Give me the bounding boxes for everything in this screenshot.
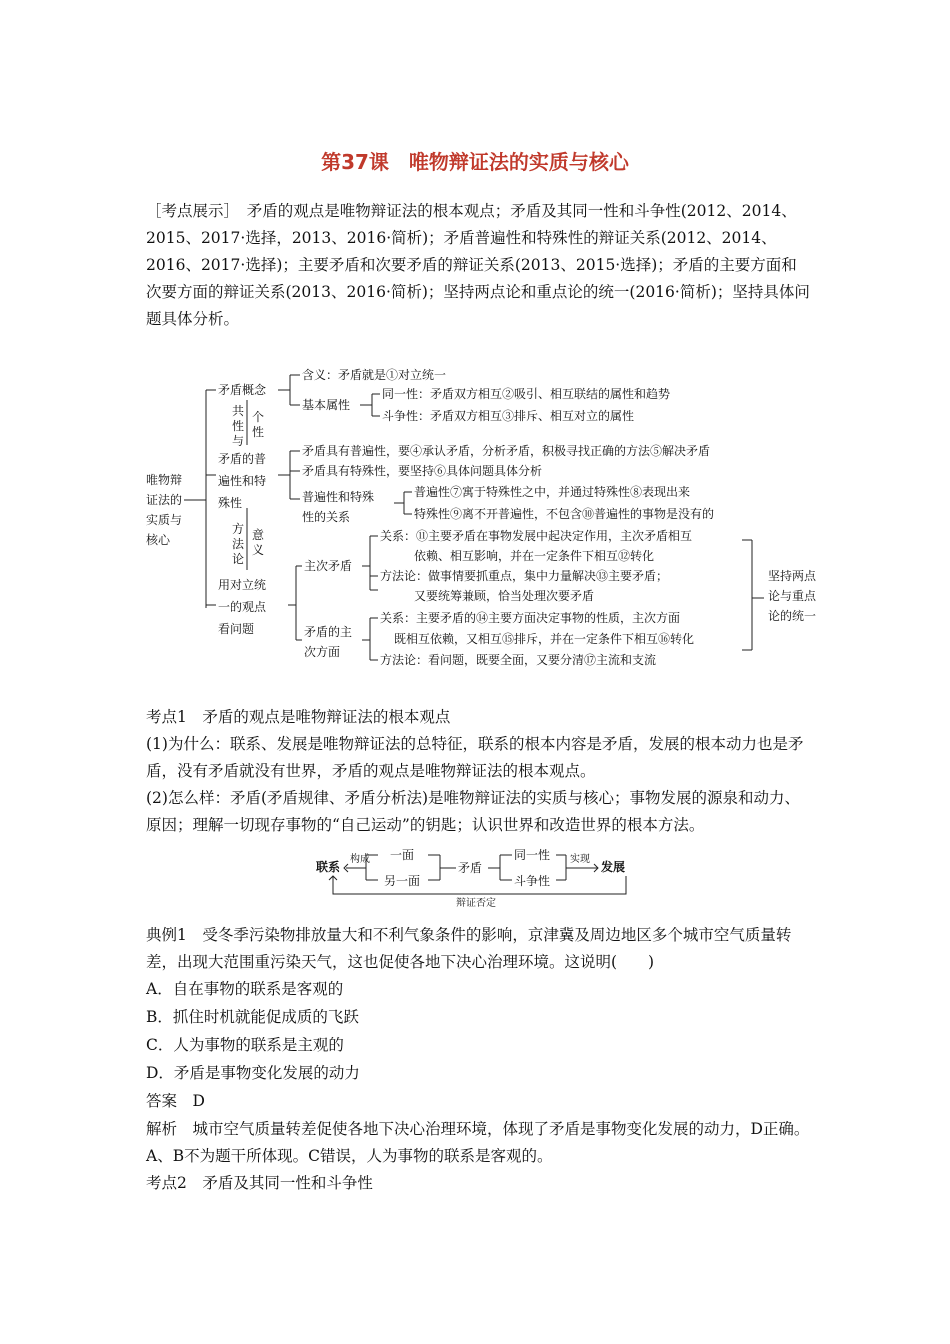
map-relation-1: 普遍性⑦寓于特殊性之中，并通过特殊性⑧表现出来 <box>414 485 691 499</box>
flow-other-side: 另一面 <box>384 874 421 888</box>
answer: 答案 D <box>146 1092 205 1110</box>
map-ms-3: 方法论：做事情要抓重点，集中力量解决⑬主要矛盾； <box>380 569 669 583</box>
map-asp-1: 关系：主要矛盾的⑭主要方面决定事物的性质，主次方面 <box>380 611 681 625</box>
map-ms-2: 依赖、相互影响，并在一定条件下相互⑫转化 <box>414 549 655 563</box>
map-significance: 意 义 <box>252 528 265 557</box>
exam-focus: ［考点展示］ 矛盾的观点是唯物辩证法的根本观点；矛盾及其同一性和斗争性(2012、2014、2015、2017·选择，2013、2016·简析)；矛盾普遍性和特殊性的辩证关系(2012、2014、2016、2017·选择)；主要矛盾和次要矛盾的辩证关系(2013、2015·选择)；矛盾的主要方面和次要方面的辩证关系(2013、2016·简析)；坚持两点论和重点论的统一(2016·简析)；坚持具体问题具体分析。 <box>146 202 810 328</box>
map-asp-3: 方法论：看问题，既要全面，又要分清⑰主流和支流 <box>380 653 657 667</box>
flow-identity: 同一性 <box>514 848 551 862</box>
flow-one-side: 一面 <box>390 848 415 862</box>
analysis: 解析 城市空气质量转差促使各地下决心治理环境，体现了矛盾是事物变化发展的动力，D正确。A、B不为题干所体现。C错误，人为事物的联系是客观的。 <box>146 1120 810 1165</box>
map-gongxing: 共 性 与 <box>232 404 245 448</box>
flow-realize: 实现 <box>570 854 590 865</box>
k1-how: (2)怎么样：矛盾(矛盾规律、矛盾分析法)是唯物辩证法的实质与核心；事物发展的源泉和动力、原因；理解一切现存事物的“自己运动”的钥匙；认识世界和改造世界的根本方法。 <box>146 789 801 834</box>
k1-why: (1)为什么：联系、发展是唯物辩证法的总特征，联系的根本内容是矛盾，发展的根本动力也是矛盾，没有矛盾就没有世界，矛盾的观点是唯物辩证法的根本观点。 <box>146 735 804 780</box>
map-asp-2: 既相互依赖，又相互⑮排斥，并在一定条件下相互⑯转化 <box>394 632 695 646</box>
map-ms-4: 又要统筹兼顾，恰当处理次要矛盾 <box>414 589 595 603</box>
option-a: A．自在事物的联系是客观的 <box>146 980 344 998</box>
flow-contradiction: 矛盾 <box>458 861 483 875</box>
map-universality: 矛盾的普 遍性和特 殊性 <box>218 452 267 510</box>
example-stem: 典例1 受冬季污染物排放量大和不利气象条件的影响，京津冀及周边地区多个城市空气质量转差，出现大范围重污染天气，这也促使各地下决心治理环境。这说明( ) <box>146 926 792 971</box>
map-particular: 矛盾具有特殊性，要坚持⑥具体问题具体分析 <box>302 464 543 478</box>
map-identity: 同一性：矛盾双方相互②吸引、相互联结的属性和趋势 <box>382 387 671 401</box>
map-relation-2: 特殊性⑨离不开普遍性，不包含⑩普遍性的事物是没有的 <box>414 507 715 521</box>
map-gexing: 个 性 <box>252 410 265 439</box>
option-d: D．矛盾是事物变化发展的动力 <box>146 1064 360 1082</box>
option-c: C．人为事物的联系是主观的 <box>146 1036 344 1054</box>
map-ms-1: 关系：⑪主要矛盾在事物发展中起决定作用，主次矛盾相互 <box>380 529 693 543</box>
kaodian-2: 考点2 矛盾及其同一性和斗争性 <box>146 1174 373 1192</box>
map-root: 唯物辩 证法的 实质与 核心 <box>146 473 183 547</box>
map-relation: 普遍性和特殊 性的关系 <box>302 490 375 524</box>
kaodian-1: 考点1 矛盾的观点是唯物辩证法的根本观点 <box>146 708 451 726</box>
option-b: B．抓住时机就能促成质的飞跃 <box>146 1008 359 1026</box>
map-methodology: 方 法 论 <box>232 522 245 566</box>
map-main-secondary: 主次矛盾 <box>304 559 353 573</box>
flow-negation: 辩证否定 <box>456 898 496 909</box>
map-aspects: 矛盾的主 次方面 <box>304 625 353 659</box>
map-persist: 坚持两点 论与重点 论的统一 <box>768 569 817 623</box>
map-meaning: 含义：矛盾就是①对立统一 <box>302 368 447 382</box>
map-universal: 矛盾具有普遍性，要④承认矛盾，分析矛盾，积极寻找正确的方法⑤解决矛盾 <box>302 444 711 458</box>
flow-constitute: 构成 <box>350 854 370 865</box>
map-basic-attr: 基本属性 <box>302 398 351 412</box>
page-title: 第37课 唯物辩证法的实质与核心 <box>321 150 629 174</box>
map-struggle: 斗争性：矛盾双方相互③排斥、相互对立的属性 <box>382 409 635 423</box>
map-concept: 矛盾概念 <box>218 383 267 397</box>
flow-development: 发展 <box>601 860 626 874</box>
flow-struggle: 斗争性 <box>514 874 551 888</box>
map-unity-view: 用对立统 一的观点 看问题 <box>218 578 267 636</box>
flow-connection: 联系 <box>316 860 341 874</box>
